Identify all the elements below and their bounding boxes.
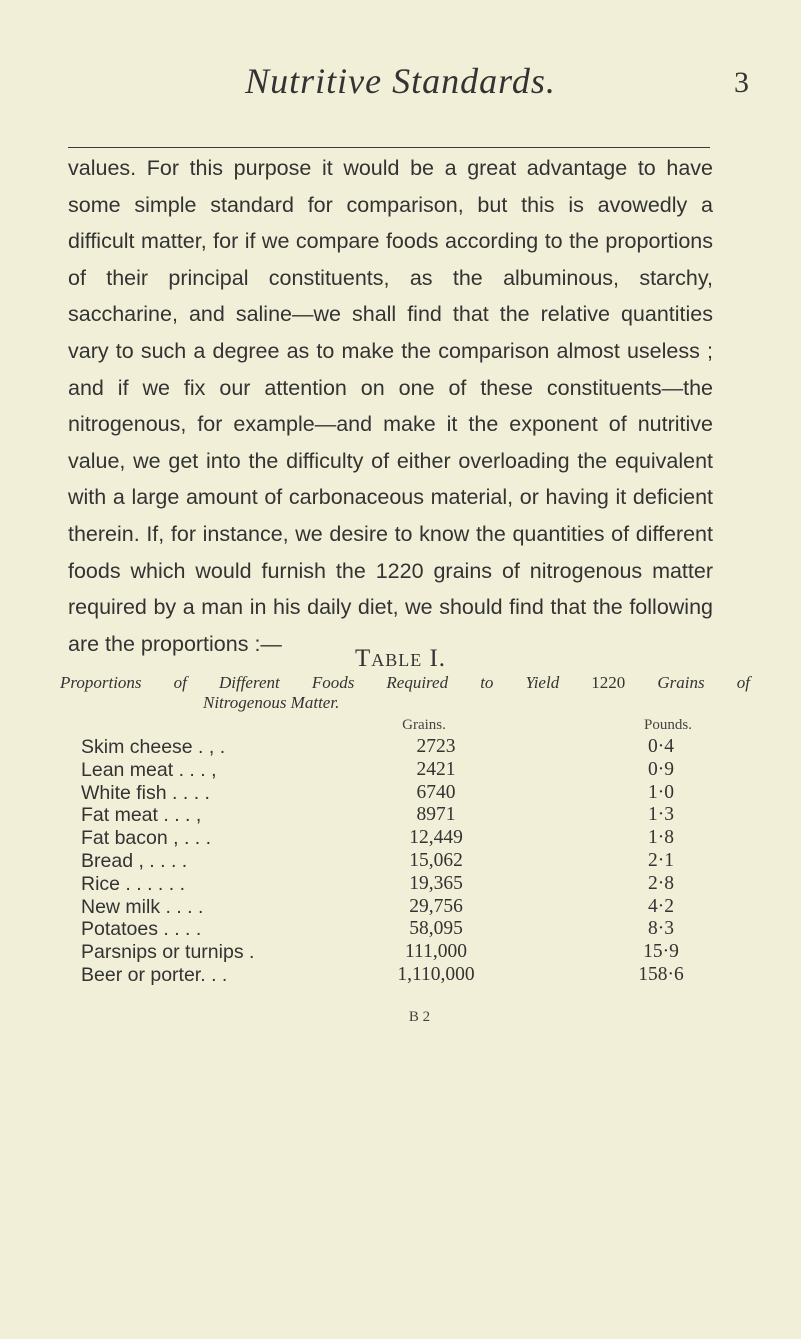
table-row [81,873,721,896]
food-name: Skim cheese . , . [81,736,226,758]
table-row [81,941,721,964]
running-title: Nutritive Standards. [245,61,556,101]
caption-word: 1220 [591,673,626,692]
grains-value: 2723 [416,736,456,757]
food-name: Fat meat . . . , [81,804,202,827]
table-row [81,896,721,919]
header-rule [68,147,710,148]
caption-word: of [736,673,750,692]
table-row [81,736,721,759]
grains-value: 29,756 [409,895,463,917]
paragraph: values. For this purpose it would be a great advantage to have some simple standard for comparison, but this is avowedly a difficult matter, for if we compare foods according to the proportions of their principal constituents, as the albuminous, starchy, saccharine, and saline—we shall find that the relative quantities vary to such a degree as to make the comparison almost useless ; and if we fix our attention on one of these constituents—the nitrogenous, for example—and make it the exponent of nutritive value, we get into the difficulty of either overloading the equivalent with a large amount of carbonaceous material, or having it deficient therein. If, for instance, we desire to know the quantities of different foods which would furnish the 1220 grains of nitrogenous matter required by a man in his daily diet, we should find that the following are the proportions :— [68,156,713,656]
pounds-value: 1·0 [648,781,674,803]
caption-word: Proportions [60,673,142,692]
food-name: Parsnips or turnips . [81,941,255,964]
table-row [81,850,721,873]
caption-word: Yield [525,673,560,692]
caption-word: Grains [657,673,705,692]
table-row [81,782,721,805]
pounds-value: 1·8 [648,827,674,849]
food-name: Beer or porter. . . [81,963,228,986]
pounds-value: 1·3 [648,804,674,826]
pounds-value: 4·2 [648,895,674,917]
grains-value: 8971 [416,804,456,826]
pounds-value: 8·3 [648,918,674,940]
signature-mark: B 2 [408,1009,431,1025]
caption-line-2: Nitrogenous Matter. [203,693,340,712]
grains-value: 111,000 [405,941,467,963]
table-row [81,827,721,850]
food-name: Lean meat . . . , [81,758,217,781]
table-row [81,964,721,987]
table-title-text: Table I. [354,645,447,672]
grains-value: 2421 [416,758,456,780]
table-row [81,918,721,941]
table-row [81,804,721,827]
grains-value: 19,365 [409,872,463,894]
food-name: Bread , . . . . [81,849,188,872]
caption-word: to [480,673,494,692]
caption-word: of [173,673,187,692]
table-title [0,645,801,673]
caption-word: Required [386,673,449,692]
food-name: New milk . . . . [81,895,204,918]
column-header-grains: Grains. [402,717,446,733]
caption-word: Different [218,673,280,692]
table-caption [60,673,750,713]
page-header [0,60,801,120]
caption-line-1 [60,673,750,693]
page-number: 3 [734,66,749,99]
grains-value: 15,062 [409,849,463,871]
grains-value: 6740 [416,781,456,803]
pounds-value: 0·9 [648,758,674,780]
pounds-value: 2·8 [648,872,674,894]
caption-word: Foods [311,673,355,692]
food-name: White fish . . . . [81,781,210,804]
food-table [81,736,721,987]
pounds-value: 158·6 [638,963,684,985]
grains-value: 58,095 [409,918,463,940]
pounds-value: 15·9 [643,941,679,963]
food-name: Rice . . . . . . [81,872,186,895]
food-name: Potatoes . . . . [81,918,202,941]
pounds-value: 0·4 [648,736,674,757]
food-name: Fat bacon , . . . [81,827,212,850]
body-text [68,150,713,662]
grains-value: 1,110,000 [397,963,475,985]
pounds-value: 2·1 [648,849,674,871]
column-header-pounds: Pounds. [644,717,692,733]
table-row [81,759,721,782]
grains-value: 12,449 [409,827,463,849]
